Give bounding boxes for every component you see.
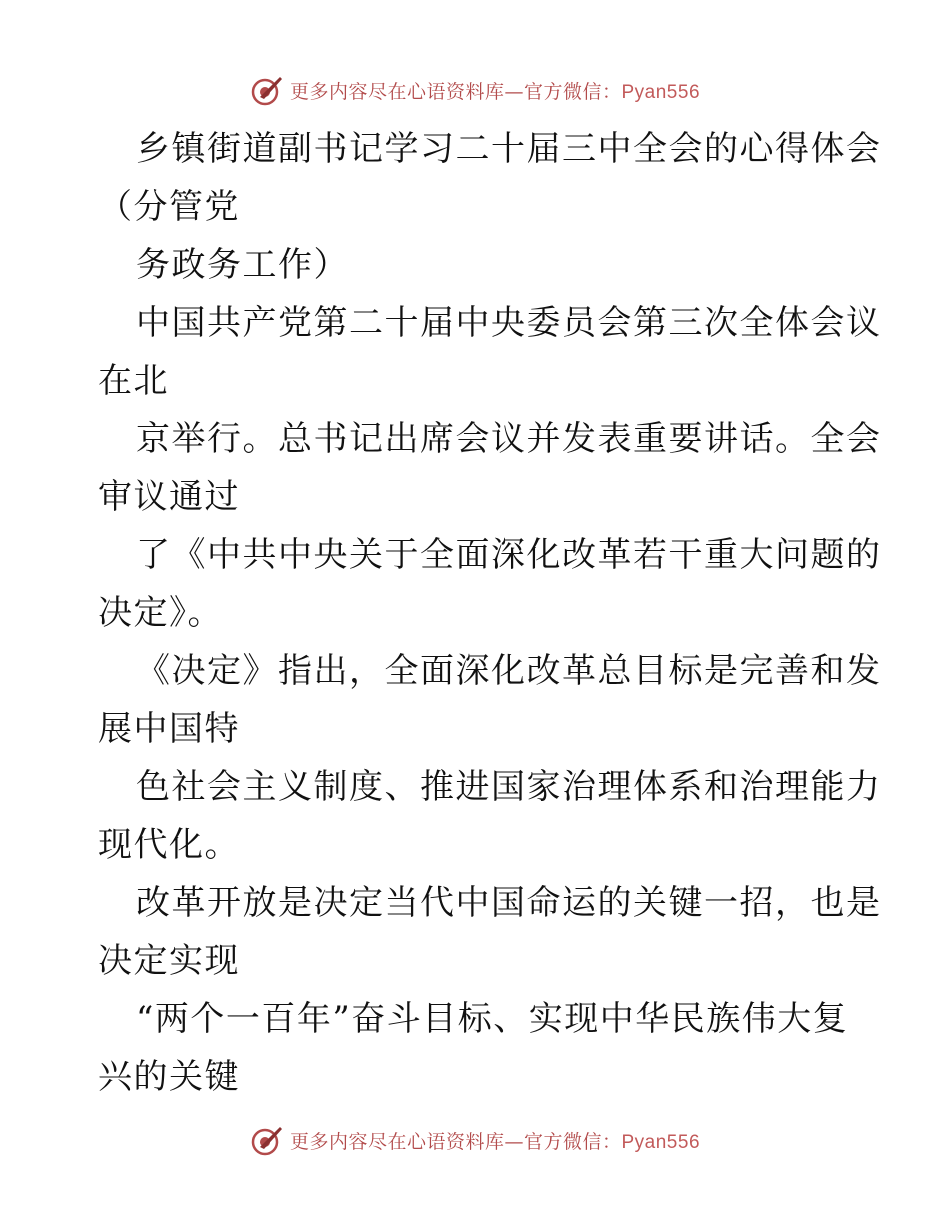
- text-line: 在北: [98, 361, 169, 401]
- quill-logo-icon: [250, 1123, 284, 1157]
- text-line: 展中国特: [98, 709, 240, 749]
- text-line: 乡镇街道副书记学习二十届三中全会的心得体会: [136, 129, 882, 169]
- watermark-text: 更多内容尽在心语资料库—官方微信：Pyan556: [289, 1130, 701, 1153]
- text-line: （分管党: [98, 187, 240, 227]
- document-body: [98, 120, 882, 1106]
- text-line: 兴的关键: [98, 1057, 240, 1097]
- text-line: 京举行。总书记出席会议并发表重要讲话。全会: [136, 419, 882, 459]
- quill-logo-icon: [250, 73, 284, 107]
- text-line: 色社会主义制度、推进国家治理体系和治理能力: [136, 767, 882, 807]
- text-line: 现代化。: [98, 825, 240, 865]
- text-line: 中国共产党第二十届中央委员会第三次全体会议: [136, 303, 882, 343]
- text-line: 务政务工作）: [136, 245, 349, 285]
- header-watermark: [0, 70, 950, 110]
- footer-watermark: [0, 1120, 950, 1160]
- text-line: 决定实现: [98, 941, 240, 981]
- text-line: 审议通过: [98, 477, 240, 517]
- text-line: “两个一百年”奋斗目标、实现中华民族伟大复: [136, 999, 849, 1039]
- text-line: 改革开放是决定当代中国命运的关键一招，也是: [136, 883, 882, 923]
- text-line: 决定》。: [98, 593, 223, 633]
- text-line: 了《中共中央关于全面深化改革若干重大问题的: [136, 535, 882, 575]
- watermark-text: 更多内容尽在心语资料库—官方微信：Pyan556: [289, 80, 701, 103]
- text-line: 《决定》指出，全面深化改革总目标是完善和发: [136, 651, 882, 691]
